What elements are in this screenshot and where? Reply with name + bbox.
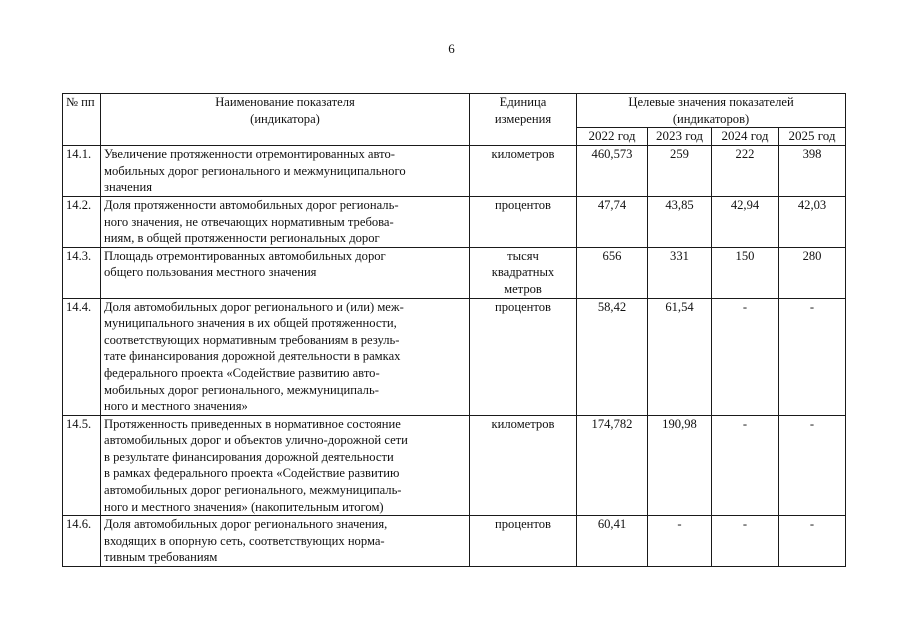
value-2024: -: [712, 516, 779, 567]
row-number: 14.2.: [63, 196, 101, 247]
header-name-line1: Наименование показателя: [215, 95, 355, 109]
value-2022: 460,573: [577, 146, 648, 197]
unit-of-measure: [470, 196, 577, 247]
unit-of-measure: [470, 146, 577, 197]
indicator-name-line: тате финансирования дорожной деятельности в рамках: [104, 349, 401, 364]
indicator-name: [101, 415, 470, 516]
header-unit: [470, 94, 577, 146]
header-unit-line2: измерения: [494, 111, 552, 126]
indicator-name-line: мобильных дорог регионального и межмуниципального: [104, 163, 406, 178]
unit-of-measure: [470, 516, 577, 567]
value-2022: 174,782: [577, 415, 648, 516]
row-number: 14.5.: [63, 415, 101, 516]
indicator-name-line: ного и местного значения»: [104, 399, 248, 414]
indicator-name-line: Площадь отремонтированных автомобильных дорог: [104, 248, 386, 263]
header-year: 2023 год: [648, 128, 712, 146]
row-number: 14.4.: [63, 298, 101, 415]
indicator-name-line: Увеличение протяженности отремонтированных авто-: [104, 147, 395, 162]
value-2023: 43,85: [648, 196, 712, 247]
unit-line: процентов: [495, 197, 551, 212]
unit-of-measure: [470, 247, 577, 298]
header-target-values: [577, 94, 846, 128]
indicator-name-line: автомобильных дорог регионального, межмуниципаль-: [104, 483, 402, 498]
indicator-name-line: в рамках федерального проекта «Содействие развитию: [104, 466, 400, 481]
value-2022: 47,74: [577, 196, 648, 247]
unit-line: процентов: [495, 299, 551, 314]
value-2024: -: [712, 415, 779, 516]
indicators-table-body: [63, 146, 846, 567]
indicator-name-line: Доля автомобильных дорог регионального и (или) меж-: [104, 299, 404, 314]
row-number: 14.1.: [63, 146, 101, 197]
table-row: [63, 247, 846, 298]
unit-line: километров: [491, 416, 555, 431]
table-row: [63, 146, 846, 197]
header-target-line2: (индикаторов): [672, 111, 750, 126]
value-2024: -: [712, 298, 779, 415]
indicator-name-line: Доля протяженности автомобильных дорог региональ-: [104, 197, 399, 212]
indicator-name: [101, 298, 470, 415]
row-number: 14.6.: [63, 516, 101, 567]
unit-line: километров: [491, 147, 555, 162]
indicator-name-line: федерального проекта «Содействие развитию авто-: [104, 365, 380, 380]
indicator-name-line: значения: [104, 180, 152, 195]
header-year: 2024 год: [712, 128, 779, 146]
page-number: 6: [448, 41, 455, 56]
value-2023: 259: [648, 146, 712, 197]
value-2025: -: [779, 415, 846, 516]
value-2022: 656: [577, 247, 648, 298]
indicator-name: [101, 247, 470, 298]
value-2025: 398: [779, 146, 846, 197]
indicator-name-line: соответствующих нормативным требованиям в резуль-: [104, 332, 400, 347]
indicator-name-line: муниципального значения в их общей протяженности,: [104, 316, 397, 331]
row-number: 14.3.: [63, 247, 101, 298]
unit-line: квадратных: [491, 265, 555, 280]
value-2025: 42,03: [779, 196, 846, 247]
header-year: 2022 год: [577, 128, 648, 146]
header-name: [101, 94, 470, 146]
value-2023: -: [648, 516, 712, 567]
indicator-name-line: входящих в опорную сеть, соответствующих норма-: [104, 533, 385, 548]
value-2024: 150: [712, 247, 779, 298]
value-2025: -: [779, 298, 846, 415]
indicator-name-line: ного значения, не отвечающих нормативным требова-: [104, 214, 394, 229]
unit-of-measure: [470, 415, 577, 516]
indicators-table: [62, 93, 846, 567]
indicator-name-line: автомобильных дорог и объектов улично-дорожной сети: [104, 433, 408, 448]
indicator-name-line: тивным требованиям: [104, 550, 218, 565]
unit-line: метров: [504, 281, 542, 296]
value-2024: 222: [712, 146, 779, 197]
value-2023: 331: [648, 247, 712, 298]
header-num: № пп: [63, 94, 101, 146]
indicator-name-line: ного и местного значения» (накопительным итогом): [104, 499, 384, 514]
indicator-name-line: ниям, в общей протяженности региональных дорог: [104, 231, 380, 246]
indicator-name-line: общего пользования местного значения: [104, 265, 317, 280]
header-target-line1: Целевые значения показателей: [628, 95, 794, 109]
header-unit-line1: Единица: [499, 95, 547, 109]
table-row: [63, 415, 846, 516]
indicator-name-line: в результате финансирования дорожной деятельности: [104, 449, 394, 464]
indicator-name-line: Доля автомобильных дорог регионального значения,: [104, 517, 388, 532]
value-2025: -: [779, 516, 846, 567]
indicator-name: [101, 146, 470, 197]
value-2024: 42,94: [712, 196, 779, 247]
header-name-line2: (индикатора): [250, 111, 320, 126]
table-row: [63, 298, 846, 415]
value-2023: 190,98: [648, 415, 712, 516]
indicator-name: [101, 516, 470, 567]
unit-of-measure: [470, 298, 577, 415]
indicator-name-line: Протяженность приведенных в нормативное состояние: [104, 416, 401, 431]
table-row: [63, 196, 846, 247]
table-row: [63, 516, 846, 567]
value-2025: 280: [779, 247, 846, 298]
unit-line: процентов: [495, 517, 551, 532]
indicator-name: [101, 196, 470, 247]
value-2022: 58,42: [577, 298, 648, 415]
value-2022: 60,41: [577, 516, 648, 567]
unit-line: тысяч: [507, 248, 539, 263]
value-2023: 61,54: [648, 298, 712, 415]
header-year: 2025 год: [779, 128, 846, 146]
indicator-name-line: мобильных дорог регионального, межмуниципаль-: [104, 382, 379, 397]
